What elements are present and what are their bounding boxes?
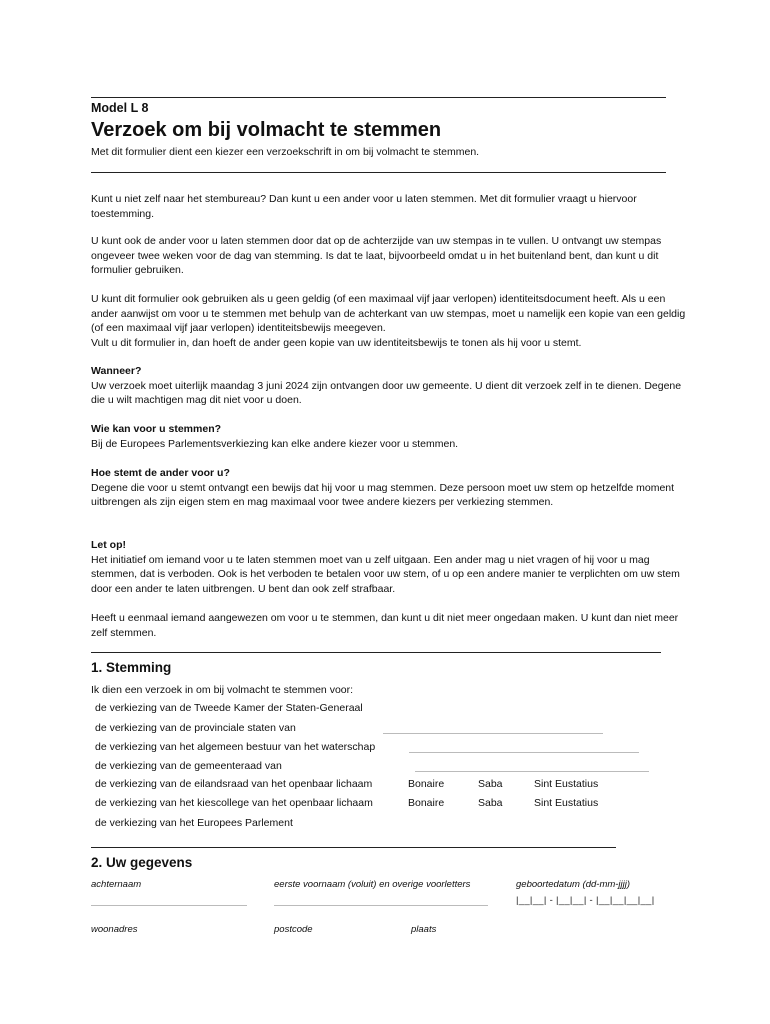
option-europees-parlement-label: de verkiezing van het Europees Parlement: [95, 817, 293, 829]
option-europees-parlement[interactable]: [95, 817, 715, 832]
note-block: [91, 538, 691, 596]
option-waterschap[interactable]: [95, 741, 715, 756]
eilandsraad-sint-eustatius[interactable]: Sint Eustatius: [534, 778, 599, 790]
geboortedatum-field[interactable]: |__|__| - |__|__| - |__|__|__|__|: [516, 895, 655, 906]
when-heading: Wanneer?: [91, 365, 142, 377]
form-model-number: Model L 8: [91, 101, 149, 115]
geboortedatum-label: geboortedatum (dd-mm-jjjj): [516, 879, 631, 890]
note-text: Het initiatief om iemand voor u te laten stemmen moet van u zelf uitgaan. Een ander mag u niet vragen of hij voor u mag stemmen, dat is verboden. Ook is het verboden te betalen voor uw stem, of u op een andere manier te verplichten om uw stem door een ander te laten uitbrengen. U bent dan ook zelf strafbaar.: [91, 553, 680, 595]
form-title: Verzoek om bij volmacht te stemmen: [91, 119, 442, 141]
option-eilandsraad[interactable]: [95, 778, 715, 793]
who-block: [91, 422, 691, 451]
option-gemeenteraad-label: de verkiezing van de gemeenteraad van: [95, 760, 282, 772]
when-block: [91, 364, 691, 408]
option-tweede-kamer[interactable]: [95, 702, 715, 717]
final-paragraph: Heeft u eenmaal iemand aangewezen om voor u te stemmen, dan kunt u dit niet meer ongedaan maken. U kunt dan niet meer zelf stemmen.: [91, 612, 679, 639]
section-1-title: 1. Stemming: [91, 660, 172, 675]
how-block: [91, 466, 691, 510]
who-text: Bij de Europees Parlementsverkiezing kan elke andere kiezer voor u stemmen.: [91, 437, 459, 450]
eilandsraad-saba[interactable]: Saba: [478, 778, 503, 790]
achternaam-label: achternaam: [91, 879, 142, 890]
kiescollege-saba[interactable]: Saba: [478, 797, 503, 809]
option-tweede-kamer-label: de verkiezing van de Tweede Kamer der Staten-Generaal: [95, 702, 363, 714]
intro-paragraph-3b: Vult u dit formulier in, dan hoeft de ander geen kopie van uw identiteitsbewijs te tonen als hij voor u stemt.: [91, 336, 582, 349]
waterschap-input-line[interactable]: [409, 752, 639, 753]
option-kiescollege[interactable]: [95, 797, 715, 812]
provincie-input-line[interactable]: [383, 733, 603, 734]
option-waterschap-label: de verkiezing van het algemeen bestuur van het waterschap: [95, 741, 376, 753]
gemeente-input-line[interactable]: [415, 771, 649, 772]
when-text: Uw verzoek moet uiterlijk maandag 3 juni 2024 zijn ontvangen door uw gemeente. U dient dit verzoek zelf in te dienen. Degene die u wilt machtigen mag dit niet voor u doen.: [91, 379, 682, 406]
achternaam-field[interactable]: [91, 905, 247, 906]
intro-paragraph-3: [91, 292, 691, 350]
top-rule: [91, 97, 666, 98]
how-heading: Hoe stemt de ander voor u?: [91, 467, 230, 479]
section-1-intro: Ik dien een verzoek in om bij volmacht te stemmen voor:: [91, 684, 354, 696]
header-rule: [91, 172, 666, 173]
who-heading: Wie kan voor u stemmen?: [91, 423, 222, 435]
option-eilandsraad-label: de verkiezing van de eilandsraad van het openbaar lichaam: [95, 778, 373, 790]
woonadres-label: woonadres: [91, 924, 138, 935]
plaats-label: plaats: [411, 924, 437, 935]
postcode-label: postcode: [274, 924, 313, 935]
kiescollege-sint-eustatius[interactable]: Sint Eustatius: [534, 797, 599, 809]
section-2-rule: [91, 847, 616, 848]
voornaam-label: eerste voornaam (voluit) en overige voorletters: [274, 879, 471, 890]
section-1-rule: [91, 652, 661, 653]
option-provinciale-staten[interactable]: [95, 722, 715, 737]
voornaam-field[interactable]: [274, 905, 488, 906]
section-2-title: 2. Uw gegevens: [91, 855, 193, 870]
eilandsraad-bonaire[interactable]: Bonaire: [408, 778, 445, 790]
option-kiescollege-label: de verkiezing van het kiescollege van het openbaar lichaam: [95, 797, 373, 809]
how-text: Degene die voor u stemt ontvangt een bewijs dat hij voor u mag stemmen. Deze persoon moet uw stem op hetzelfde moment uitbrengen als zijn eigen stem en mag maximaal voor twee andere kiezers per verkiezing stemmen.: [91, 481, 675, 508]
intro-paragraph-1: Kunt u niet zelf naar het stembureau? Dan kunt u een ander voor u laten stemmen. Met dit formulier vraagt u hiervoor toestemming.: [91, 193, 637, 220]
option-provinciale-staten-label: de verkiezing van de provinciale staten van: [95, 722, 296, 734]
intro-paragraph-2: U kunt ook de ander voor u laten stemmen door dat op de achterzijde van uw stempas in te vullen. U ontvangt uw stempas ongeveer twee weken voor de dag van stemming. Is dat te laat, bijvoorbeeld omdat u in het buitenland bent, dan kunt u dit formulier gebruiken.: [91, 235, 662, 276]
note-heading: Let op!: [91, 539, 126, 551]
intro-paragraph-3a: U kunt dit formulier ook gebruiken als u geen geldig (of een maximaal vijf jaar verlopen) identiteitsdocument heeft. Als u een ander aanwijst om voor u te stemmen met behulp van de achterkant van uw stempas, moet u namelijk een kopie van een geldig (of een maximaal vijf jaar verlopen) identiteitsbewijs meegeven.: [91, 293, 686, 334]
form-subtitle: Met dit formulier dient een kiezer een verzoekschrift in om bij volmacht te stemmen.: [91, 146, 480, 158]
kiescollege-bonaire[interactable]: Bonaire: [408, 797, 445, 809]
option-gemeenteraad[interactable]: [95, 760, 715, 775]
